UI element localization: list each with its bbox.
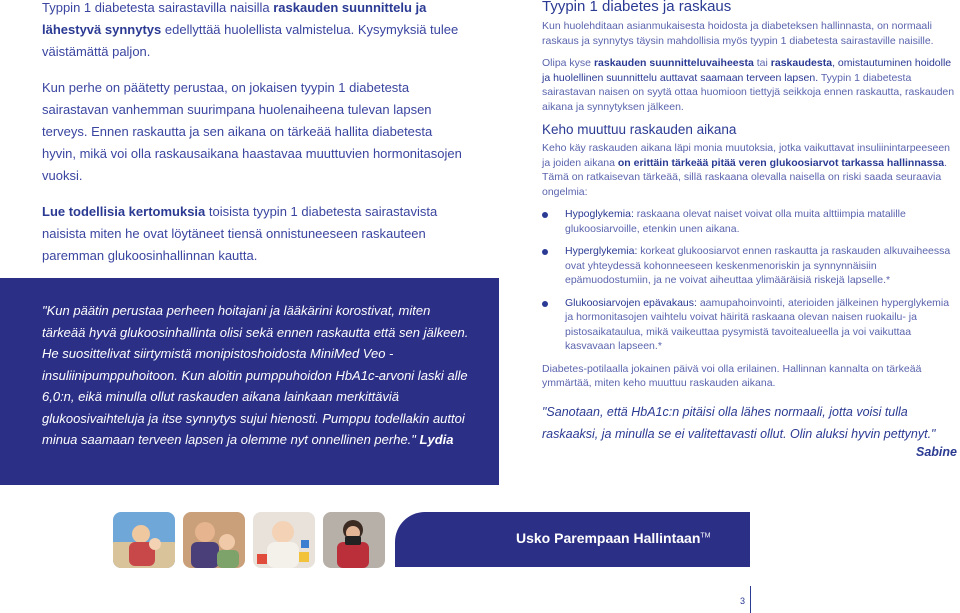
section-heading: Tyypin 1 diabetes ja raskaus [542,0,732,15]
tagline-banner [395,512,750,567]
planning-text-b: tai [753,57,771,69]
planning-text-d: Tyypin 1 diabetesta sairastavan naisen on syytä ottaa huomioon tiettyjä seikkoja ennen raskautta, raskauden aikana ja synnytyksen jälkeen. [542,71,955,113]
intro-paragraph [42,0,462,63]
list-item [542,207,957,236]
left-column [42,0,462,281]
stories-link[interactable]: Lue todellisia kertomuksia [42,204,206,219]
planning-paragraph [542,56,957,114]
page-number-divider [750,586,751,613]
page-number: 3 [740,596,746,606]
stories-text: toisista tyypin 1 diabetesta sairastavista naisista miten he ovat löytäneet tiensä onnistuneeseen raskauteen paremman glukoosinhallinnan kautta. [42,204,438,263]
intro-highlight-b: synnytys [104,22,162,37]
intro-highlight-a: raskauden suunnittelu ja lähestyvä [42,0,427,37]
right-column [542,0,957,459]
lydia-quote-text: "Kun päätin perustaa perheen hoitajani ja lääkärini korostivat, miten tärkeää hyvä glukoosinhallinta olisi sekä ennen raskautta että sen jälkeen. He suosittelivat siirtymistä monipistoshoidosta MiniMed Veo - insuliinipumppuhoitoon. Kun aloitin pumppuhoidon HbA1c-arvoni laski alle 6,0:n, eikä minulla ollut raskauden aikana lainkaan merkittäviä glukoosivaihteluja ja itse synnytys sujui hienosti. Pumppu todellakin auttoi minua saamaan terveen lapsen ja olemme nyt onnellinen perhe." [42,303,469,447]
risk-list [542,207,957,354]
changes-text-b: . Tämä on ratkaisevan tärkeää, sillä raskaana olevalla naisella on riski saada seuraavia ongelmia: [542,156,948,198]
trademark-mark: TM [700,532,711,540]
closing-paragraph: Diabetes-potilaalla jokainen päivä voi olla erilainen. Hallinnan kannalta on tärkeää ymmärtää, miten keho muuttuu raskauden aikana. [542,362,922,389]
intro-text-a: Typpin 1 diabetesta sairastavilla naisilla [42,0,274,15]
planning-bold-a: raskauden suunnitteluvaiheesta [593,57,754,69]
photo-woman-camera [323,512,385,568]
planning-text-c: , omistautuminen hoidolle ja huolellinen suunnittelu auttavat saamaan terveen lapsen. [542,57,952,84]
planning-text-a: Olipa kyse [542,57,594,69]
intro-text-b: edellyttää huolellista valmistelua. Kysymyksiä tulee väistämättä paljon. [42,22,459,59]
list-item-text: raskaana olevat naiset voivat olla muita alttiimpia matalille glukoosiarvoille, etenkin unen aikana. [565,208,906,235]
list-item-text: korkeat glukoosiarvot ennen raskautta ja raskauden alkuvaiheessa ovat yhteydessä kohonneeseen keskenmenoriskin ja synnynnäisiin epämuodostumiin, ja ne voivat aiheuttaa ylimääräisiä riskejä lapselle.* [565,245,951,286]
lydia-quote [42,300,469,451]
list-item-term: Hypoglykemia: [565,208,634,220]
photo-mother-baby-beach [113,512,175,568]
list-item-term: Glukoosiarvojen epävakaus: [565,296,697,309]
changes-bold: on erittäin tärkeää pitää veren glukoosiarvot tarkassa hallinnassa [617,156,945,169]
sabine-quote-author: Sabine [916,444,957,459]
lydia-quote-box [0,278,499,485]
bullet-icon [542,212,548,218]
bullet-icon [542,301,548,307]
photo-mother-child [183,512,245,568]
photo-baby-blocks [253,512,315,568]
lydia-quote-author: Lydia [419,432,454,447]
changes-paragraph [542,141,957,199]
tagline-text [516,530,711,546]
list-item [542,296,957,354]
section-intro: Kun huolehditaan asianmukaisesta hoidosta ja diabeteksen hallinnasta, on normaali raskaus ja synnytys täysin mahdollisia myös tyypin 1 diabetesta sairastaville naisille. [542,20,934,47]
stories-paragraph [42,201,462,267]
planning-bold-b: raskaudesta [770,57,833,69]
list-item-text: aamupahoinvointi, aterioiden jälkeinen hyperglykemia ja hormonitasojen vaihtelu voivat häiritä raskaana olevan naisen ruokailu- ja pistosaikataulua, mikä vaikeuttaa pysymistä tavoitealueella ja voi vaikuttaa kasvavaan lapseen.* [565,296,950,352]
sabine-quote: "Sanotaan, että HbA1c:n pitäisi olla lähes normaali, jotta voisi tulla raskaaksi, ja minulla se ei valitettavasti ollut. Olin aluksi hyvin pettynyt." [542,404,936,441]
list-item-term: Hyperglykemia: [565,245,638,257]
changes-text-a: Keho käy raskauden aikana läpi monia muutoksia, jotka vaikuttavat insuliinintarpeeseen ja joiden aikana [542,142,950,169]
tagline-label: Usko Parempaan Hallintaan [516,530,701,546]
subheading: Keho muuttuu raskauden aikana [542,122,737,137]
body-paragraph: Kun perhe on päätetty perustaa, on jokaisen tyypin 1 diabetesta sairastavan vanhemman suurimpana huolenaiheena tulevan lapsen terveys. Ennen raskautta ja sen aikana on tärkeää hallita diabetesta hyvin, mikä voi olla raskausaikana haastavaa muuttuvien hormonitasojen vuoksi. [42,80,462,183]
list-item [542,244,957,288]
bullet-icon [542,249,548,255]
